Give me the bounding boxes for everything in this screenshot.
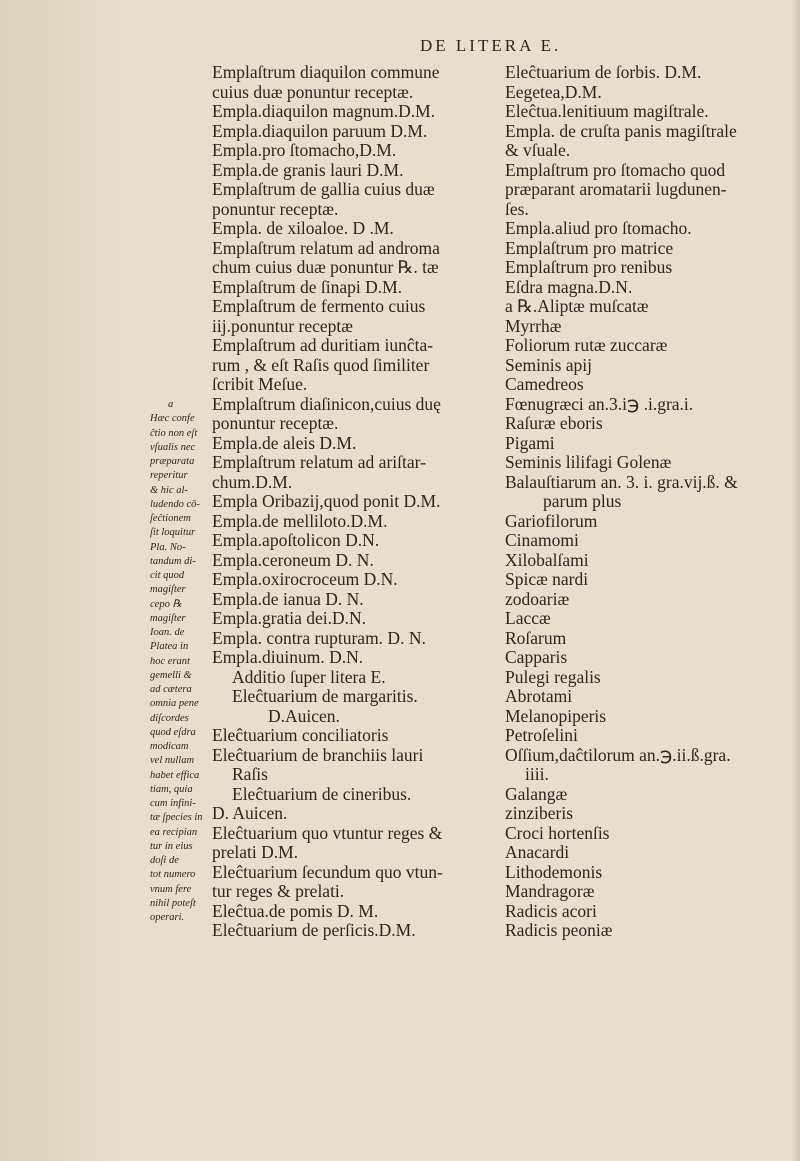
left-column-line: Empla.gratia dei.D.N. bbox=[212, 608, 367, 628]
margin-note-line: reperitur bbox=[150, 470, 188, 482]
left-column-line: Eleĉtuarium de branchiis lauri bbox=[212, 744, 424, 765]
margin-note-line: quod eſdra bbox=[150, 726, 196, 738]
left-column-line: chum cuius duæ ponuntur ℞. tæ bbox=[212, 257, 439, 277]
right-column-line: parum plus bbox=[543, 491, 622, 511]
margin-note-line: Platea in bbox=[150, 641, 189, 653]
right-column-line: zinziberis bbox=[505, 803, 574, 823]
left-column-line: Eleĉtuarium conciliatoris bbox=[212, 725, 389, 745]
right-column-line: Cinamomi bbox=[505, 530, 579, 550]
right-column-line: Abrotami bbox=[505, 686, 573, 706]
right-column-line: Emplaſtrum pro matrice bbox=[505, 237, 674, 258]
margin-note-line: diſcordes bbox=[150, 712, 189, 724]
right-column-line: Myrrhæ bbox=[505, 315, 562, 336]
page-spine-shadow bbox=[0, 0, 120, 1161]
right-column-line: Oſſium,daĉtilorum an.℈.ii.ß.gra. bbox=[505, 744, 731, 765]
right-column bbox=[505, 63, 795, 941]
margin-note-line: habet effica bbox=[150, 769, 200, 781]
left-column-line: Empla.apoſtolicon D.N. bbox=[212, 530, 380, 550]
right-column-line: a ℞.Aliptæ muſcatæ bbox=[505, 296, 649, 316]
left-column-line: ſcribit Meſue. bbox=[212, 374, 308, 394]
right-column-line: Seminis lilifagi Golenæ bbox=[505, 452, 672, 472]
right-column-line: Empla. de cruſta panis magiſtrale bbox=[505, 120, 737, 141]
left-column-line: prelati D.M. bbox=[212, 842, 299, 862]
right-column-line: ſes. bbox=[505, 198, 529, 219]
right-column-line: Xilobalſami bbox=[505, 549, 589, 570]
right-column-line: iiii. bbox=[525, 764, 549, 784]
left-column-line: ponuntur receptæ. bbox=[212, 198, 339, 219]
left-column-line: Empla.de melliloto.D.M. bbox=[212, 510, 388, 531]
left-column-line: Eleĉtuarium de cineribus. bbox=[232, 783, 412, 804]
right-column-line: Eſdra magna.D.N. bbox=[505, 276, 633, 297]
right-column-line: Anacardi bbox=[505, 842, 570, 862]
right-column-line: Emplaſtrum pro renibus bbox=[505, 257, 673, 277]
margin-note-line: omnia pene bbox=[150, 698, 199, 710]
right-column-line: Seminis apij bbox=[505, 354, 593, 375]
margin-note-line: ſit loquitur bbox=[150, 527, 196, 539]
margin-note-line: ĉtio non eſt bbox=[150, 427, 198, 439]
margin-note-line: cit quod bbox=[150, 570, 185, 581]
right-column-line: Eleĉtuarium de ſorbis. D.M. bbox=[505, 62, 702, 82]
left-column-line: Empla Oribazij,quod ponit D.M. bbox=[212, 491, 441, 511]
left-column-line: Empla.diaquilon magnum.D.M. bbox=[212, 101, 436, 121]
margin-note-line: tur in eius bbox=[150, 840, 193, 852]
margin-note-line: cepo ℞ bbox=[150, 598, 182, 610]
left-column-line: Additio ſuper litera E. bbox=[232, 666, 386, 687]
right-column-line: Fœnugræci an.3.i℈ .i.gra.i. bbox=[505, 393, 694, 414]
left-column-line: Empla.de ianua D. N. bbox=[212, 588, 364, 609]
left-column-line: Emplaſtrum de fermento cuius bbox=[212, 296, 426, 316]
margin-note-line: vnum fere bbox=[150, 883, 192, 895]
margin-note-line: ad cætera bbox=[150, 684, 192, 695]
margin-note-line: Hæc confe bbox=[150, 413, 195, 425]
margin-note-line: Ioan. de bbox=[150, 627, 185, 638]
right-column-line: Empla.aliud pro ſtomacho. bbox=[505, 218, 692, 238]
left-column-line: Emplaſtrum ad duritiam iunĉta- bbox=[212, 335, 434, 355]
margin-note-line: doſi de bbox=[150, 855, 179, 866]
right-column-line: Eegetea,D.M. bbox=[505, 81, 602, 102]
margin-note-line: Pla. No- bbox=[150, 541, 186, 553]
right-column-line: zodoariæ bbox=[505, 588, 570, 609]
right-column-line: Balauſtiarum an. 3. i. gra.vij.ß. & bbox=[505, 471, 738, 492]
left-column-line: D.Auicen. bbox=[268, 705, 340, 726]
left-column-line: Empla.ceroneum D. N. bbox=[212, 549, 374, 570]
right-column-line: Gariofilorum bbox=[505, 510, 598, 531]
right-column-line: Capparis bbox=[505, 647, 568, 667]
left-column-line: Emplaſtrum de gallia cuius duæ bbox=[212, 179, 435, 199]
margin-note-line: tiam, quia bbox=[150, 783, 193, 795]
left-column-line: Eleĉtuarium quo vtuntur reges & bbox=[212, 822, 443, 843]
left-column-line: Eleĉtuarium de margaritis. bbox=[232, 686, 418, 706]
left-column-line: Emplaſtrum relatum ad ariſtar- bbox=[212, 452, 426, 472]
margin-note-line: ea recipian bbox=[150, 826, 198, 838]
margin-note-line: tandum di- bbox=[150, 555, 196, 567]
margin-note-line: gemelli & bbox=[150, 669, 192, 681]
left-column-line: Empla.diuinum. D.N. bbox=[212, 647, 364, 667]
margin-note-line: cum infini- bbox=[150, 798, 196, 809]
margin-note-line: tot numero bbox=[150, 869, 196, 881]
right-column-line: Petroſelini bbox=[505, 725, 578, 745]
left-column-line: Empla. contra rupturam. D. N. bbox=[212, 627, 426, 648]
margin-note-line: modicam bbox=[150, 741, 189, 752]
margin-note-line: operari. bbox=[150, 912, 185, 923]
left-column-line: Empla.de aleis D.M. bbox=[212, 432, 357, 453]
right-column-line: Foliorum rutæ zuccaræ bbox=[505, 335, 668, 355]
right-column-line: Roſarum bbox=[505, 627, 567, 648]
running-header: DE LITERA E. bbox=[420, 36, 562, 55]
left-column-line: Empla. de xiloaloe. D .M. bbox=[212, 218, 394, 238]
left-column bbox=[212, 63, 497, 941]
margin-note-line: & hic al- bbox=[150, 484, 188, 496]
left-column-line: Raſis bbox=[232, 764, 268, 784]
right-column-line: Croci hortenſis bbox=[505, 822, 610, 843]
left-column-line: cuius duæ ponuntur receptæ. bbox=[212, 81, 414, 102]
right-column-line: Radicis acori bbox=[505, 900, 597, 921]
left-column-line: Emplaſtrum diaquilon commune bbox=[212, 62, 440, 82]
margin-note-line: ſeĉtionem bbox=[150, 513, 191, 524]
margin-note-line: præparata bbox=[150, 456, 195, 467]
right-column-line: Mandragoræ bbox=[505, 881, 595, 901]
margin-note-line: vel nullam bbox=[150, 755, 195, 767]
margin-note-line: magiſter bbox=[150, 584, 186, 596]
left-column-line: Eleĉtua.de pomis D. M. bbox=[212, 900, 379, 921]
left-column-line: Empla.pro ſtomacho,D.M. bbox=[212, 140, 397, 160]
margin-note bbox=[150, 398, 203, 925]
margin-note-line: ludendo cō- bbox=[150, 498, 200, 510]
left-column-line: Emplaſtrum diaſinicon,cuius duę bbox=[212, 393, 441, 414]
right-column-line: Radicis peoniæ bbox=[505, 920, 613, 940]
right-column-line: Laccæ bbox=[505, 608, 551, 628]
right-column-line: Raſuræ eboris bbox=[505, 413, 603, 433]
left-column-line: Emplaſtrum de ſinapi D.M. bbox=[212, 276, 403, 297]
right-column-line: Pulegi regalis bbox=[505, 666, 601, 687]
left-column-line: D. Auicen. bbox=[212, 803, 288, 823]
left-column-line: iij.ponuntur receptæ bbox=[212, 315, 353, 336]
right-column-line: Galangæ bbox=[505, 783, 568, 804]
right-column-line: Pigami bbox=[505, 432, 555, 453]
margin-note-line: a bbox=[168, 399, 174, 410]
right-column-line: Eleĉtua.lenitiuum magiſtrale. bbox=[505, 101, 709, 121]
right-column-line: & vſuale. bbox=[505, 140, 571, 160]
right-column-line: Spicæ nardi bbox=[505, 569, 589, 589]
margin-note-line: magiſter bbox=[150, 612, 186, 624]
right-column-line: Camedreos bbox=[505, 374, 584, 394]
left-column-line: chum.D.M. bbox=[212, 471, 293, 492]
left-column-line: tur reges & prelati. bbox=[212, 881, 345, 901]
left-column-line: Eleĉtuarium de perſicis.D.M. bbox=[212, 920, 416, 940]
right-column-line: Emplaſtrum pro ſtomacho quod bbox=[505, 159, 726, 180]
left-column-line: Emplaſtrum relatum ad androma bbox=[212, 237, 440, 258]
left-column-line: rum , & eſt Raſis quod ſimiliter bbox=[212, 354, 430, 375]
left-column-line: ponuntur receptæ. bbox=[212, 413, 339, 433]
margin-note-line: tæ ſpecies in bbox=[150, 812, 203, 824]
right-column-line: Melanopiperis bbox=[505, 705, 607, 726]
left-column-line: Eleĉtuarium ſecundum quo vtun- bbox=[212, 861, 443, 882]
margin-note-line: vſualis nec bbox=[150, 441, 196, 453]
margin-note-line: nihil poteſt bbox=[150, 897, 196, 909]
right-column-line: Lithodemonis bbox=[505, 861, 603, 882]
right-column-line: præparant aromatarii lugdunen- bbox=[505, 179, 727, 199]
left-column-line: Empla.diaquilon paruum D.M. bbox=[212, 120, 428, 141]
left-column-line: Empla.oxirocroceum D.N. bbox=[212, 569, 398, 589]
left-column-line: Empla.de granis lauri D.M. bbox=[212, 159, 404, 180]
margin-note-line: hoc erant bbox=[150, 655, 190, 667]
